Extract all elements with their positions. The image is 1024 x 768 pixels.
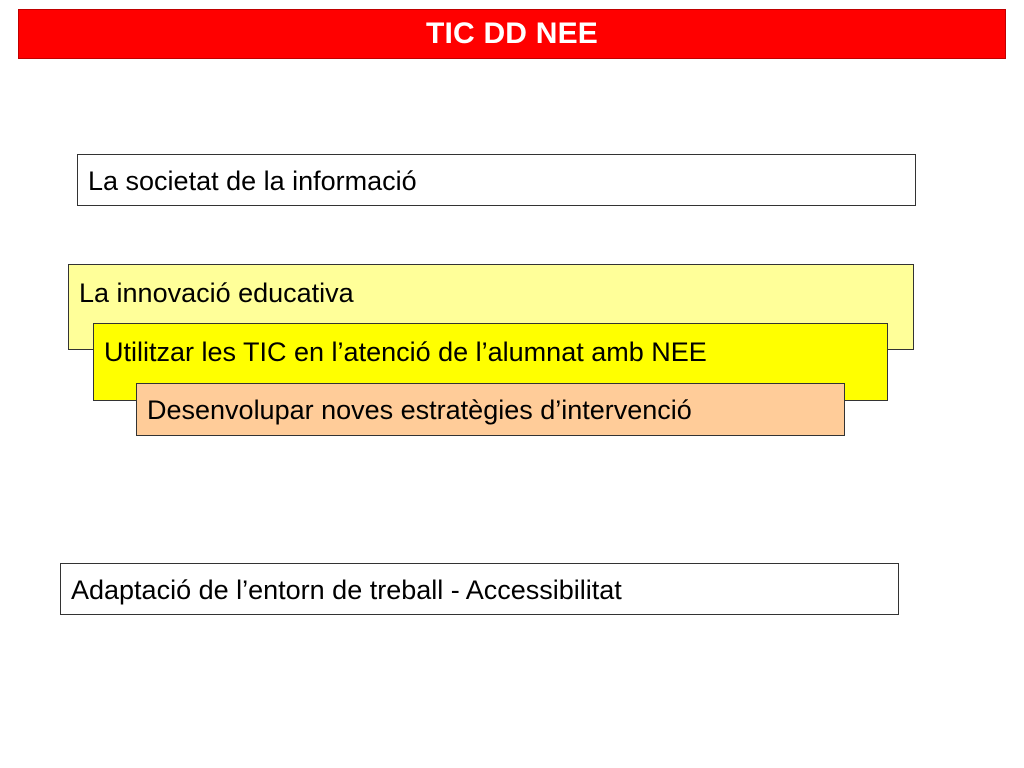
title-bar [18, 9, 1006, 59]
box-societat-label: La societat de la informació [88, 166, 417, 196]
box-innovacio-label: La innovació educativa [79, 278, 354, 308]
box-adaptacio-entorn [60, 563, 899, 615]
box-desenvolupar-label: Desenvolupar noves estratègies d’intervenció [147, 395, 692, 425]
box-desenvolupar-estrategies [136, 383, 845, 436]
slide-title: TIC DD NEE [425, 17, 598, 50]
box-utilitzar-label: Utilitzar les TIC en l’atenció de l’alumnat amb NEE [104, 337, 707, 367]
box-adaptacio-label: Adaptació de l’entorn de treball - Accessibilitat [71, 575, 622, 605]
box-societat-informacio [77, 154, 916, 206]
